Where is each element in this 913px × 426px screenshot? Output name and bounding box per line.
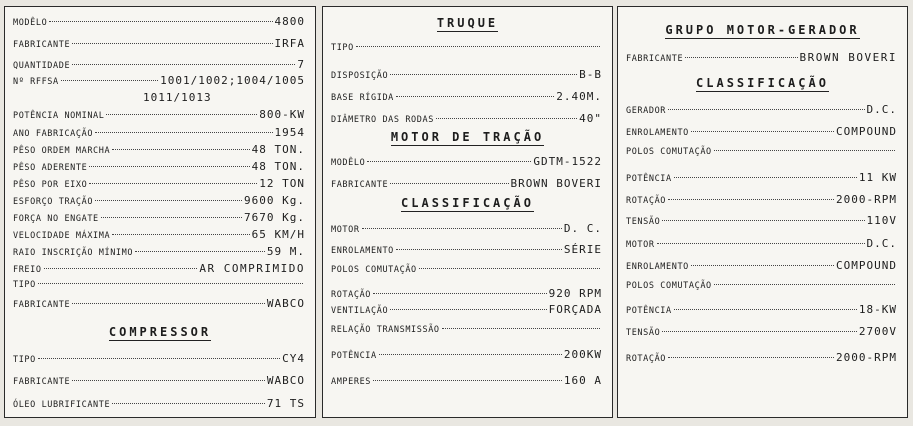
spec-label: GERADOR: [626, 106, 667, 116]
spec-label: DIÂMETRO DAS RODAS: [331, 115, 434, 125]
spec-label: MOTOR: [331, 225, 360, 235]
spec-row-quantidade: [13, 58, 305, 71]
spec-value: 2700V: [858, 325, 897, 338]
spec-label: ENROLAMENTO: [331, 246, 394, 256]
spec-value: SÉRIE: [563, 243, 602, 256]
truque-panel: [322, 6, 613, 418]
spec-row-truque-tipo: [331, 43, 602, 53]
spec-label: ROTAÇÃO: [626, 354, 667, 364]
spec-row-rotacao: [331, 287, 602, 300]
spec-row-amperes: [331, 374, 602, 387]
leader-dots: [362, 228, 562, 229]
spec-value: GDTM-1522: [533, 155, 602, 168]
spec-row-enrolamento: [331, 243, 602, 256]
spec-row-ventilacao: [331, 303, 602, 316]
leader-dots: [61, 80, 158, 81]
spec-value: 2000-RPM: [836, 193, 897, 206]
leader-dots: [89, 183, 257, 184]
spec-label: POTÊNCIA: [626, 174, 672, 184]
leader-dots: [714, 284, 895, 285]
spec-value: 2.40M.: [556, 90, 602, 103]
spec-row-motor: [626, 237, 897, 250]
leader-dots: [691, 265, 834, 266]
spec-row-gerador-potencia: [626, 171, 897, 184]
spec-label: TIPO: [13, 355, 36, 365]
spec-label: FREIO: [13, 265, 42, 275]
truque-title: [323, 16, 612, 30]
spec-label: RAIO INSCRIÇÃO MÍNIMO: [13, 248, 134, 258]
spec-row-tipo: [13, 280, 305, 290]
spec-label: POTÊNCIA NOMINAL: [13, 111, 105, 121]
leader-dots: [95, 200, 242, 201]
spec-value: 110V: [866, 214, 897, 227]
spec-value: 2000-RPM: [836, 351, 897, 364]
spec-row-relacao-transmissao: [331, 325, 602, 335]
leader-dots: [668, 357, 834, 358]
leader-dots: [112, 149, 249, 150]
spec-row-fabricante: [13, 37, 305, 50]
spec-value: 65 KM/H: [251, 228, 305, 241]
leader-dots: [112, 234, 249, 235]
spec-value: AR COMPRIMIDO: [199, 262, 305, 275]
spec-row-forca-engate: [13, 211, 305, 224]
leader-dots: [135, 251, 265, 252]
leader-dots: [396, 249, 562, 250]
spec-value: B-B: [579, 68, 602, 81]
spec-value: 9600 Kg.: [244, 194, 305, 207]
spec-label: FORÇA NO ENGATE: [13, 214, 99, 224]
spec-value: COMPOUND: [836, 125, 897, 138]
spec-label: POLOS COMUTAÇÃO: [626, 281, 712, 291]
spec-label: POTÊNCIA: [331, 351, 377, 361]
spec-label: FABRICANTE: [626, 54, 684, 64]
leader-dots: [662, 220, 864, 221]
leader-dots: [112, 403, 265, 404]
spec-value: IRFA: [274, 37, 305, 50]
spec-value: 4800: [274, 15, 305, 28]
spec-value: 7670 Kg.: [244, 211, 305, 224]
spec-value: COMPOUND: [836, 259, 897, 272]
spec-label: BASE RÍGIDA: [331, 93, 394, 103]
spec-value: 12 TON: [259, 177, 305, 190]
spec-row-potencia: [331, 348, 602, 361]
spec-value: CY4: [282, 352, 305, 365]
spec-label: FABRICANTE: [13, 300, 71, 310]
classificacao-tracao-title: [323, 196, 612, 210]
spec-row-peso-aderente: [13, 160, 305, 173]
spec-row-motor-potencia: [626, 303, 897, 316]
spec-row-motor-polos: [626, 281, 897, 291]
spec-value: 18-KW: [858, 303, 897, 316]
spec-value: 59 M.: [266, 245, 305, 258]
spec-row-compressor-tipo: [13, 352, 305, 365]
spec-row-esforco-tracao: [13, 194, 305, 207]
leader-dots: [691, 131, 834, 132]
spec-row-gerador-polos: [626, 147, 897, 157]
spec-value: BROWN BOVERI: [510, 177, 602, 190]
rffsa-extra-numbers: 1011/1013: [143, 91, 212, 104]
leader-dots: [367, 161, 531, 162]
locomotive-panel: [4, 6, 316, 418]
spec-label: ROTAÇÃO: [626, 196, 667, 206]
spec-value: 160 A: [563, 374, 602, 387]
spec-label: RELAÇÃO TRANSMISSÃO: [331, 325, 440, 335]
spec-label: FABRICANTE: [13, 377, 71, 387]
spec-value: 7: [297, 58, 305, 71]
leader-dots: [72, 64, 295, 65]
spec-row-raio-inscricao: [13, 245, 305, 258]
leader-dots: [668, 109, 864, 110]
leader-dots: [390, 74, 577, 75]
compressor-title-text: COMPRESSOR: [108, 325, 212, 339]
spec-value: D.C.: [866, 237, 897, 250]
spec-row-rffsa: [13, 74, 305, 87]
spec-value: 71 TS: [266, 397, 305, 410]
spec-label: TIPO: [331, 43, 354, 53]
spec-label: ENROLAMENTO: [626, 128, 689, 138]
spec-label: MODÊLO: [331, 158, 366, 168]
spec-label: PÊSO ORDEM MARCHA: [13, 146, 111, 156]
leader-dots: [89, 166, 249, 167]
spec-label: POTÊNCIA: [626, 306, 672, 316]
classificacao-gerador-title-text: CLASSIFICAÇÃO: [696, 76, 829, 90]
leader-dots: [390, 183, 508, 184]
motor-tracao-title: [323, 130, 612, 144]
spec-row-gerador: [626, 103, 897, 116]
spec-row-peso-por-eixo: [13, 177, 305, 190]
leader-dots: [49, 21, 272, 22]
spec-value: 920 RPM: [548, 287, 602, 300]
spec-value: 800-KW: [259, 108, 305, 121]
leader-dots: [662, 331, 857, 332]
spec-row-oleo-lubrificante: [13, 397, 305, 410]
spec-value: D.C.: [866, 103, 897, 116]
spec-label: ROTAÇÃO: [331, 290, 372, 300]
spec-row-gerador-tensao: [626, 214, 897, 227]
leader-dots: [72, 303, 265, 304]
spec-label: ÓLEO LUBRIFICANTE: [13, 400, 111, 410]
spec-row-mg-fabricante: [626, 51, 897, 64]
spec-row-modelo: [13, 15, 305, 28]
leader-dots: [674, 177, 857, 178]
leader-dots: [373, 380, 562, 381]
spec-label: Nº RFFSA: [13, 77, 59, 87]
spec-label: ENROLAMENTO: [626, 262, 689, 272]
spec-row-motor-rotacao: [626, 351, 897, 364]
leader-dots: [44, 268, 198, 269]
spec-row-motor-fabricante: [331, 177, 602, 190]
leader-dots: [657, 243, 865, 244]
leader-dots: [674, 309, 857, 310]
leader-dots: [436, 118, 577, 119]
leader-dots: [390, 309, 546, 310]
truque-title-text: TRUQUE: [436, 16, 499, 30]
leader-dots: [396, 96, 554, 97]
spec-row-gerador-rotacao: [626, 193, 897, 206]
spec-row-ano-fabricacao: [13, 126, 305, 139]
spec-label: VENTILAÇÃO: [331, 306, 389, 316]
spec-value: 40": [579, 112, 602, 125]
spec-value: 48 TON.: [251, 143, 305, 156]
spec-label: QUANTIDADE: [13, 61, 71, 71]
spec-label: FABRICANTE: [13, 40, 71, 50]
spec-value: 200KW: [563, 348, 602, 361]
spec-row-potencia-nominal: [13, 108, 305, 121]
spec-label: PÊSO ADERENTE: [13, 163, 88, 173]
spec-label: VELOCIDADE MÁXIMA: [13, 231, 111, 241]
leader-dots: [668, 199, 834, 200]
leader-dots: [442, 328, 600, 329]
leader-dots: [106, 114, 257, 115]
leader-dots: [379, 354, 562, 355]
classificacao-gerador-title: [618, 76, 907, 90]
leader-dots: [685, 57, 797, 58]
spec-row-motor-enrolamento: [626, 259, 897, 272]
spec-row-base-rigida: [331, 90, 602, 103]
spec-value: WABCO: [266, 297, 305, 310]
spec-value: WABCO: [266, 374, 305, 387]
leader-dots: [714, 150, 895, 151]
spec-label: POLOS COMUTAÇÃO: [331, 265, 417, 275]
motor-gerador-panel: [617, 6, 908, 418]
spec-row-fabricante-freio: [13, 297, 305, 310]
leader-dots: [419, 268, 600, 269]
spec-label: MODÊLO: [13, 18, 48, 28]
leader-dots: [101, 217, 242, 218]
spec-row-gerador-enrolamento: [626, 125, 897, 138]
leader-dots: [356, 46, 600, 47]
spec-row-polos-comutacao: [331, 265, 602, 275]
spec-row-motor-tensao: [626, 325, 897, 338]
spec-value: D. C.: [563, 222, 602, 235]
motor-tracao-title-text: MOTOR DE TRAÇÃO: [390, 130, 545, 144]
leader-dots: [95, 132, 272, 133]
leader-dots: [72, 380, 265, 381]
grupo-motor-gerador-title-text: GRUPO MOTOR-GERADOR: [665, 23, 860, 37]
spec-value: BROWN BOVERI: [799, 51, 897, 64]
spec-label: ANO FABRICAÇÃO: [13, 129, 94, 139]
leader-dots: [38, 358, 280, 359]
spec-row-disposicao: [331, 68, 602, 81]
spec-value: 11 KW: [858, 171, 897, 184]
spec-value: 1001/1002;1004/1005: [160, 74, 305, 87]
compressor-title: [5, 325, 315, 339]
spec-label: AMPERES: [331, 377, 372, 387]
spec-value: 48 TON.: [251, 160, 305, 173]
spec-label: TENSÃO: [626, 217, 661, 227]
spec-label: TIPO: [13, 280, 36, 290]
spec-row-peso-ordem-marcha: [13, 143, 305, 156]
spec-row-freio: [13, 262, 305, 275]
spec-value: FORÇADA: [548, 303, 602, 316]
spec-label: TENSÃO: [626, 328, 661, 338]
spec-row-diametro-rodas: [331, 112, 602, 125]
spec-row-compressor-fabricante: [13, 374, 305, 387]
leader-dots: [72, 43, 272, 44]
spec-label: POLOS COMUTAÇÃO: [626, 147, 712, 157]
spec-label: ESFORÇO TRAÇÃO: [13, 197, 94, 207]
spec-label: PÊSO POR EIXO: [13, 180, 88, 190]
leader-dots: [38, 283, 303, 284]
leader-dots: [373, 293, 547, 294]
grupo-motor-gerador-title: [618, 23, 907, 37]
spec-label: DISPOSIÇÃO: [331, 71, 389, 81]
spec-label: FABRICANTE: [331, 180, 389, 190]
spec-label: MOTOR: [626, 240, 655, 250]
spec-row-velocidade-maxima: [13, 228, 305, 241]
spec-row-motor-tipo: [331, 222, 602, 235]
spec-value: 1954: [274, 126, 305, 139]
classificacao-tracao-title-text: CLASSIFICAÇÃO: [401, 196, 534, 210]
spec-row-motor-modelo: [331, 155, 602, 168]
